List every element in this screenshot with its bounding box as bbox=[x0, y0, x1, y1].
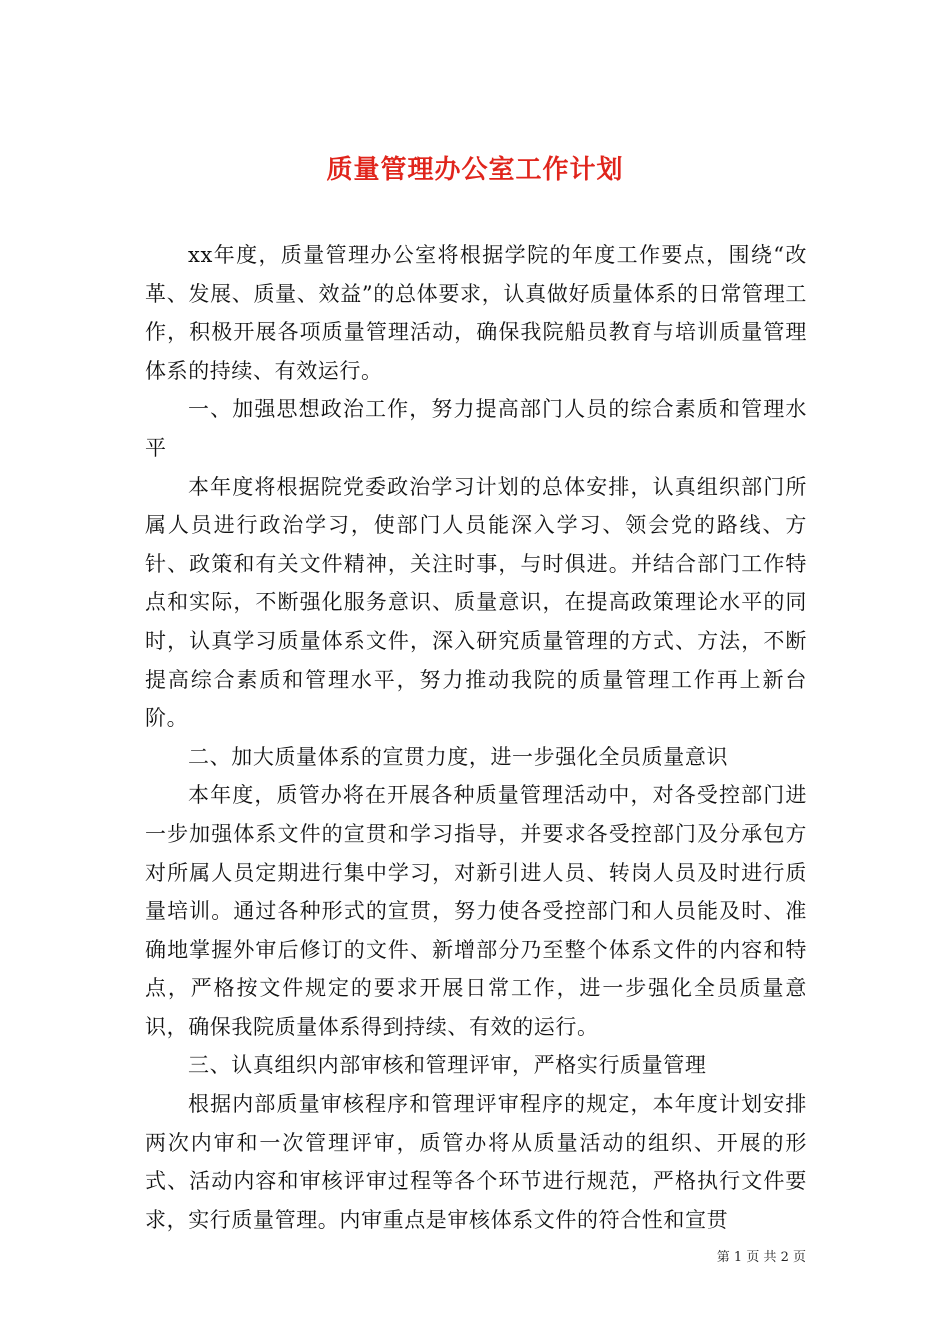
section-heading-1: 一、加强思想政治工作，努力提高部门人员的综合素质和管理水平 bbox=[145, 397, 807, 460]
section-body-2: 本年度，质管办将在开展各种质量管理活动中，对各受控部门进一步加强体系文件的宣贯和学习指导，并要求各受控部门及分承包方对所属人员定期进行集中学习，对新引进人员、转岗人员及时进行质量培训。通过各种形式的宣贯，努力使各受控部门和人员能及时、准确地掌握外审后修订的文件、新增部分乃至整个体系文件的内容和特点，严格按文件规定的要求开展日常工作，进一步强化全员质量意识，确保我院质量体系得到持续、有效的运行。 bbox=[145, 783, 807, 1039]
page-number: 第 1 页 共 2 页 bbox=[716, 1250, 806, 1265]
page-title: 质量管理办公室工作计划 bbox=[326, 155, 624, 186]
section-heading-2: 二、加大质量体系的宣贯力度，进一步强化全员质量意识 bbox=[188, 744, 729, 769]
intro-paragraph: xx年度，质量管理办公室将根据学院的年度工作要点，围绕“改革、发展、质量、效益”的总体要求，认真做好质量体系的日常管理工作，积极开展各项质量管理活动，确保我院船员教育与培训质量管理体系的持续、有效运行。 bbox=[145, 243, 807, 383]
document-body bbox=[145, 236, 807, 1239]
section-body-3: 根据内部质量审核程序和管理评审程序的规定，本年度计划安排两次内审和一次管理评审，质管办将从质量活动的组织、开展的形式、活动内容和审核评审过程等各个环节进行规范，严格执行文件要求，实行质量管理。内审重点是审核体系文件的符合性和宣贯 bbox=[145, 1092, 807, 1232]
section-body-1: 本年度将根据院党委政治学习计划的总体安排，认真组织部门所属人员进行政治学习，使部门人员能深入学习、领会党的路线、方针、政策和有关文件精神，关注时事，与时俱进。并结合部门工作特点和实际，不断强化服务意识、质量意识，在提高政策理论水平的同时，认真学习质量体系文件，深入研究质量管理的方式、方法，不断提高综合素质和管理水平，努力推动我院的质量管理工作再上新台阶。 bbox=[145, 474, 807, 731]
section-heading-3: 三、认真组织内部审核和管理评审，严格实行质量管理 bbox=[188, 1053, 707, 1078]
